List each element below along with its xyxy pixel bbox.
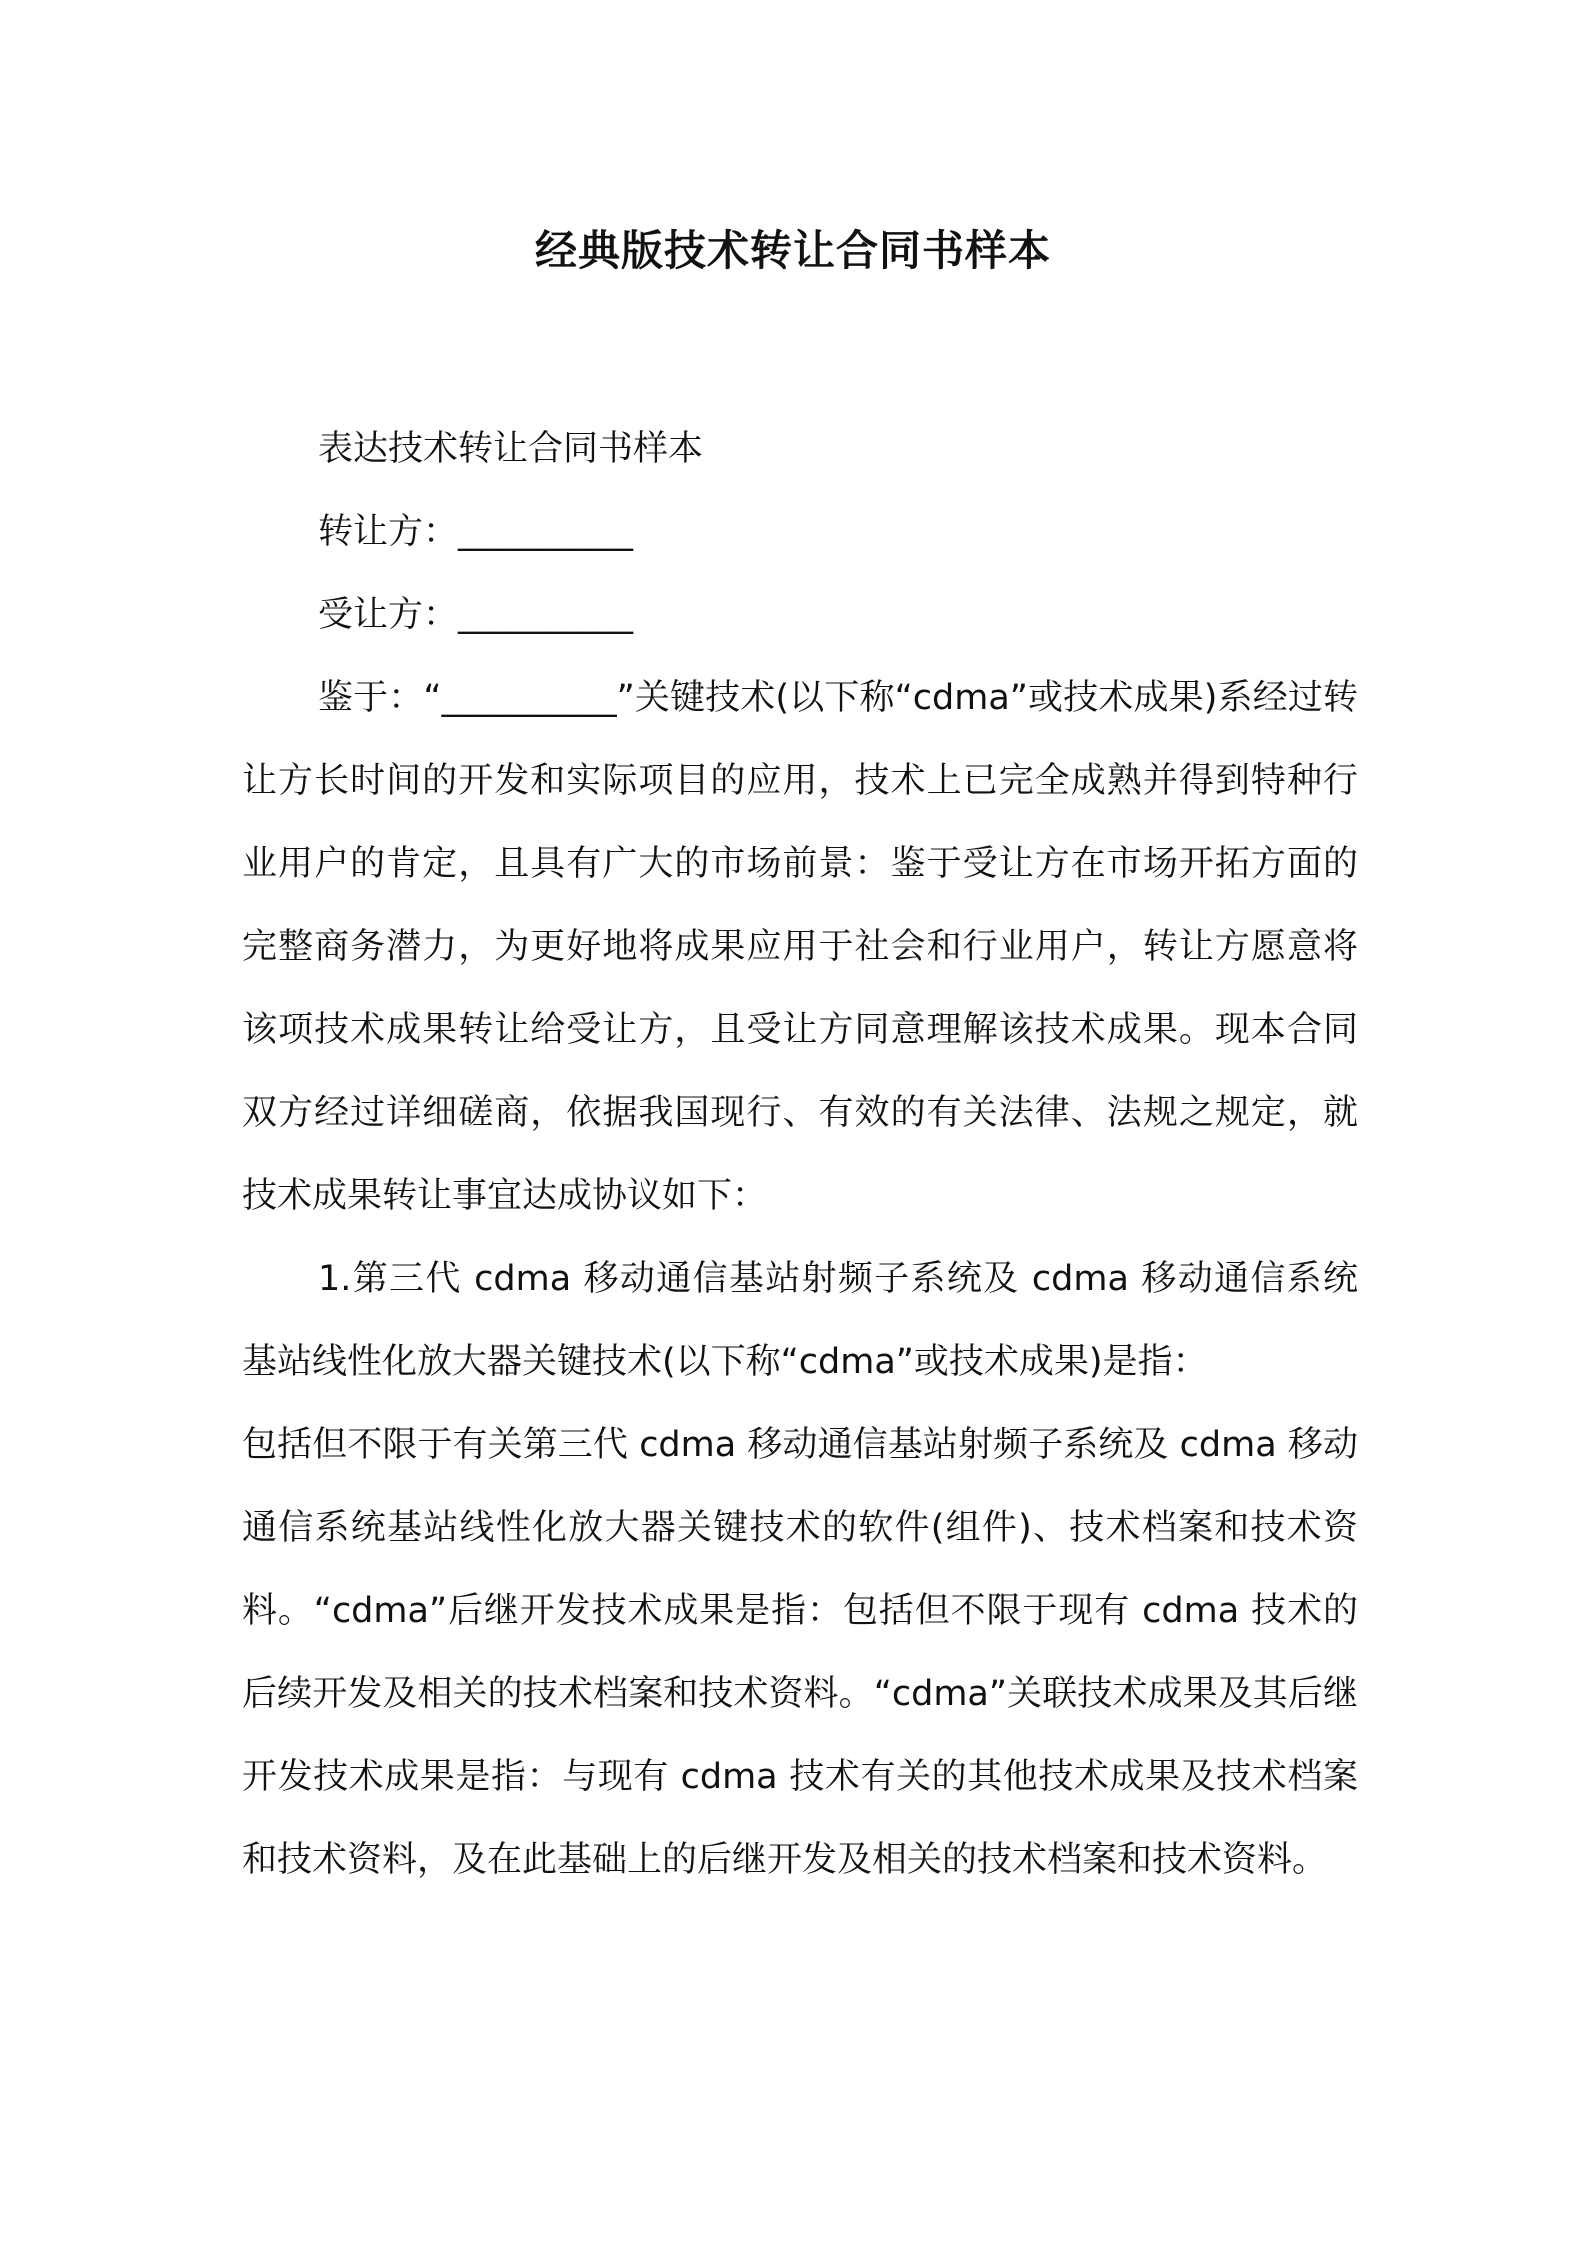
- document-body: [242, 408, 1358, 1902]
- paragraph-transferee: 受让方：__________: [318, 595, 634, 635]
- paragraph-transferor: 转让方：__________: [318, 512, 634, 552]
- document-title: 经典版技术转让合同书样本: [534, 226, 1051, 275]
- paragraph-whereas: 鉴于：“__________”关键技术(以下称“cdma”或技术成果)系经过转让方长时间的开发和实际项目的应用，技术上已完全成熟并得到特种行业用户的肯定，且具有广大的市场前景：鉴于受让方在市场开拓方面的完整商务潜力，为更好地将成果应用于社会和行业用户，转让方愿意将该项技术成果转让给受让方，且受让方同意理解该技术成果。现本合同双方经过详细磋商，依据我国现行、有效的有关法律、法规之规定，就技术成果转让事宜达成协议如下：: [242, 678, 1358, 1216]
- paragraph-subtitle: 表达技术转让合同书样本: [318, 429, 704, 469]
- paragraph-clause-1: 1.第三代 cdma 移动通信基站射频子系统及 cdma 移动通信系统基站线性化放大器关键技术(以下称“cdma”或技术成果)是指：: [242, 1259, 1358, 1382]
- paragraph-clause-1-detail: 包括但不限于有关第三代 cdma 移动通信基站射频子系统及 cdma 移动通信系统基站线性化放大器关键技术的软件(组件)、技术档案和技术资料。“cdma”后继开发技术成果是指：包括但不限于现有 cdma 技术的后续开发及相关的技术档案和技术资料。“cdma”关联技术成果及其后继开发技术成果是指：与现有 cdma 技术有关的其他技术成果及技术档案和技术资料，及在此基础上的后继开发及相关的技术档案和技术资料。: [242, 1425, 1358, 1880]
